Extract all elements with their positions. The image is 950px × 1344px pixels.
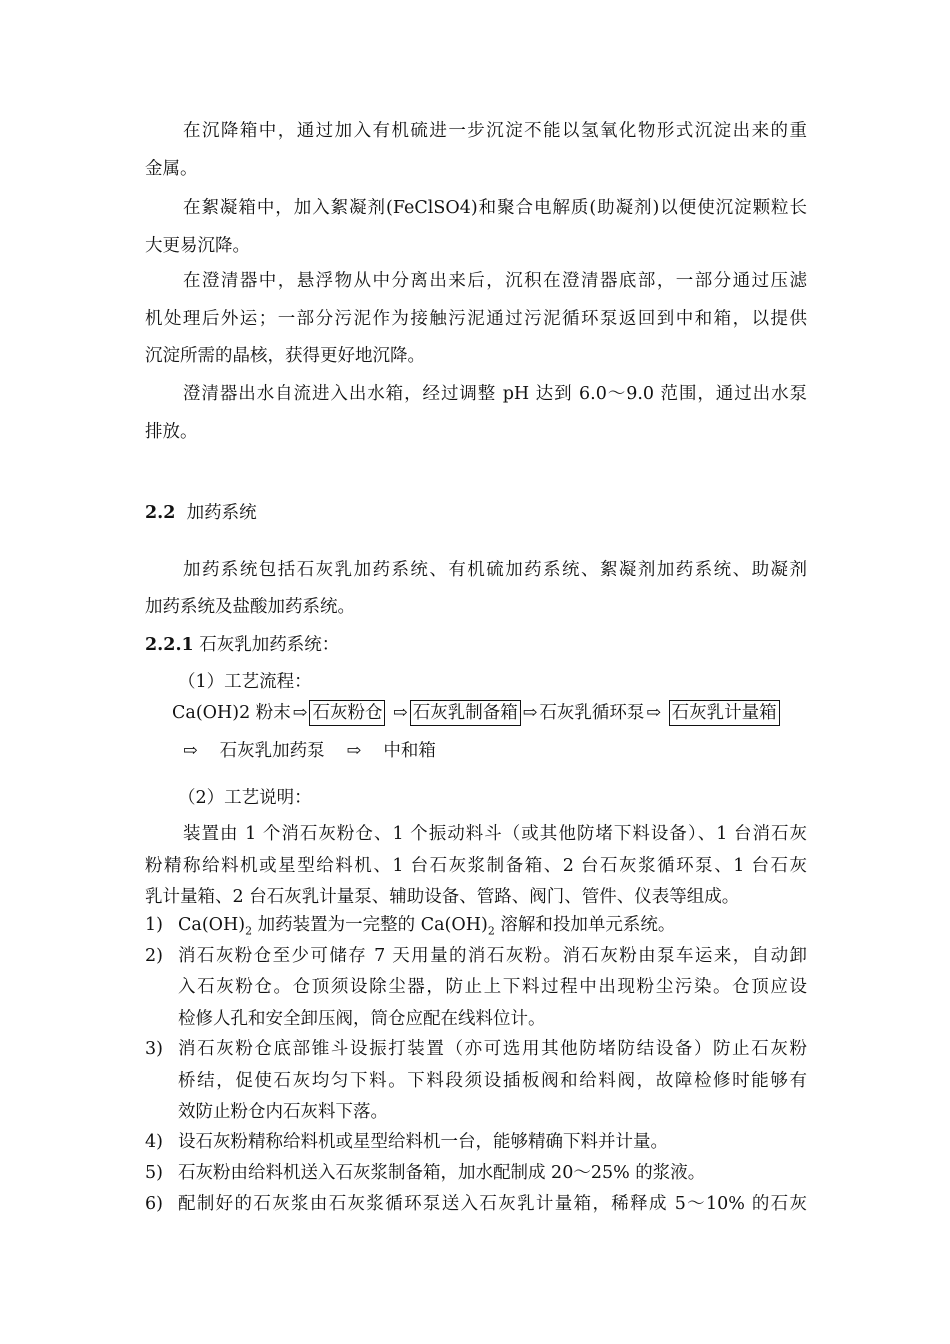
subsection-number: 2.2.1 (145, 635, 194, 655)
paragraph-line: 金属。 (145, 159, 198, 179)
process-flow-row-2 (183, 738, 436, 764)
arrow-right-icon: ⇨ (646, 703, 662, 723)
list-item-line: 消石灰粉仓底部锥斗设振打装置（亦可选用其他防堵防结设备）防止石灰粉 (178, 1039, 807, 1059)
list-item-line: 桥结，促使石灰均匀下料。下料段须设插板阀和给料阀，故障检修时能够有 (178, 1071, 807, 1091)
arrow-right-icon: ⇨ (346, 741, 362, 761)
arrow-right-icon: ⇨ (522, 703, 538, 723)
arrow-right-icon: ⇨ (393, 703, 408, 723)
paragraph-line: 在沉降箱中，通过加入有机硫进一步沉淀不能以氢氧化物形式沉淀出来的重 (183, 121, 807, 141)
list-item-number: 1) (145, 915, 163, 935)
section-heading (145, 500, 807, 526)
section-number: 2.2 (145, 503, 176, 523)
paragraph-line: 大更易沉降。 (145, 236, 250, 256)
paragraph-line: 澄清器出水自流进入出水箱，经过调整 pH 达到 6.0～9.0 范围，通过出水泵 (183, 384, 807, 404)
paragraph-line: 粉精称给料机或星型给料机、1 台石灰浆制备箱、2 台石灰浆循环泵、1 台石灰 (145, 856, 807, 876)
list-item-line: 入石灰粉仓。仓顶须设除尘器，防止上下料过程中出现粉尘污染。仓顶应设 (178, 977, 807, 997)
item-text-part: 加药装置为一完整的 Ca(OH) (252, 915, 488, 935)
item-text-part: 溶解和投加单元系统。 (494, 915, 676, 935)
flow-step-box: 石灰乳计量箱 (669, 700, 780, 726)
paragraph-line: 沉淀所需的晶核，获得更好地沉降。 (145, 346, 425, 366)
paragraph-line: 在澄清器中，悬浮物从中分离出来后，沉积在澄清器底部，一部分通过压滤 (183, 271, 807, 291)
subsection-heading (145, 632, 807, 658)
list-item-line: 设石灰粉精称给料机或星型给料机一台，能够精确下料并计量。 (178, 1132, 668, 1152)
item-text-part: Ca(OH) (178, 915, 246, 935)
paragraph-line: 在絮凝箱中，加入絮凝剂(FeClSO4)和聚合电解质(助凝剂)以便使沉淀颗粒长 (183, 198, 807, 218)
list-item-line: 石灰粉由给料机送入石灰浆制备箱，加水配制成 20～25% 的浆液。 (178, 1163, 706, 1183)
list-item-line: 消石灰粉仓至少可储存 7 天用量的消石灰粉。消石灰粉由泵车运来，自动卸 (178, 946, 807, 966)
item-subscript: 2 (487, 924, 495, 938)
subsection-title: 石灰乳加药系统： (199, 635, 340, 655)
paragraph-line: 乳计量箱、2 台石灰乳计量泵、辅助设备、管路、阀门、管件、仪表等组成。 (145, 887, 740, 907)
flow-start: Ca(OH)2 粉末 (172, 703, 291, 723)
paragraph-line: 加药系统包括石灰乳加药系统、有机硫加药系统、絮凝剂加药系统、助凝剂 (183, 560, 807, 580)
paragraph-line: 排放。 (145, 422, 198, 442)
list-item-number: 5) (145, 1163, 163, 1183)
item-subscript: 2 (245, 924, 253, 938)
list-item-number: 4) (145, 1132, 163, 1152)
flow-step: 石灰乳加药泵 (219, 741, 325, 761)
list-item-line: 配制好的石灰浆由石灰浆循环泵送入石灰乳计量箱，稀释成 5～10% 的石灰 (178, 1194, 807, 1214)
list-item-number: 2) (145, 946, 163, 966)
flow-step-box: 石灰乳制备箱 (410, 700, 521, 726)
flow-step: 石灰乳循环泵 (539, 703, 645, 723)
paragraph-line: 机处理后外运；一部分污泥作为接触污泥通过污泥循环泵返回到中和箱，以提供 (145, 309, 807, 329)
list-item-number: 6) (145, 1194, 163, 1214)
list-item (178, 912, 807, 945)
list-item-number: 3) (145, 1039, 163, 1059)
paragraph-line: 装置由 1 个消石灰粉仓、1 个振动料斗（或其他防堵下料设备）、1 台消石灰 (183, 824, 807, 844)
arrow-right-icon: ⇨ (292, 703, 308, 723)
process-flow-heading: （1）工艺流程： (178, 672, 312, 692)
flow-step: 中和箱 (383, 741, 436, 761)
flow-step-box: 石灰粉仓 (309, 700, 385, 726)
list-item-line: 效防止粉仓内石灰料下落。 (178, 1102, 388, 1122)
process-flow-row (172, 698, 812, 728)
arrow-right-icon: ⇨ (183, 741, 198, 761)
paragraph-line: 加药系统及盐酸加药系统。 (145, 597, 355, 617)
process-desc-heading: （2）工艺说明： (178, 788, 312, 808)
list-item-line: 检修人孔和安全卸压阀，筒仓应配在线料位计。 (178, 1009, 546, 1029)
section-title: 加药系统 (186, 503, 257, 523)
